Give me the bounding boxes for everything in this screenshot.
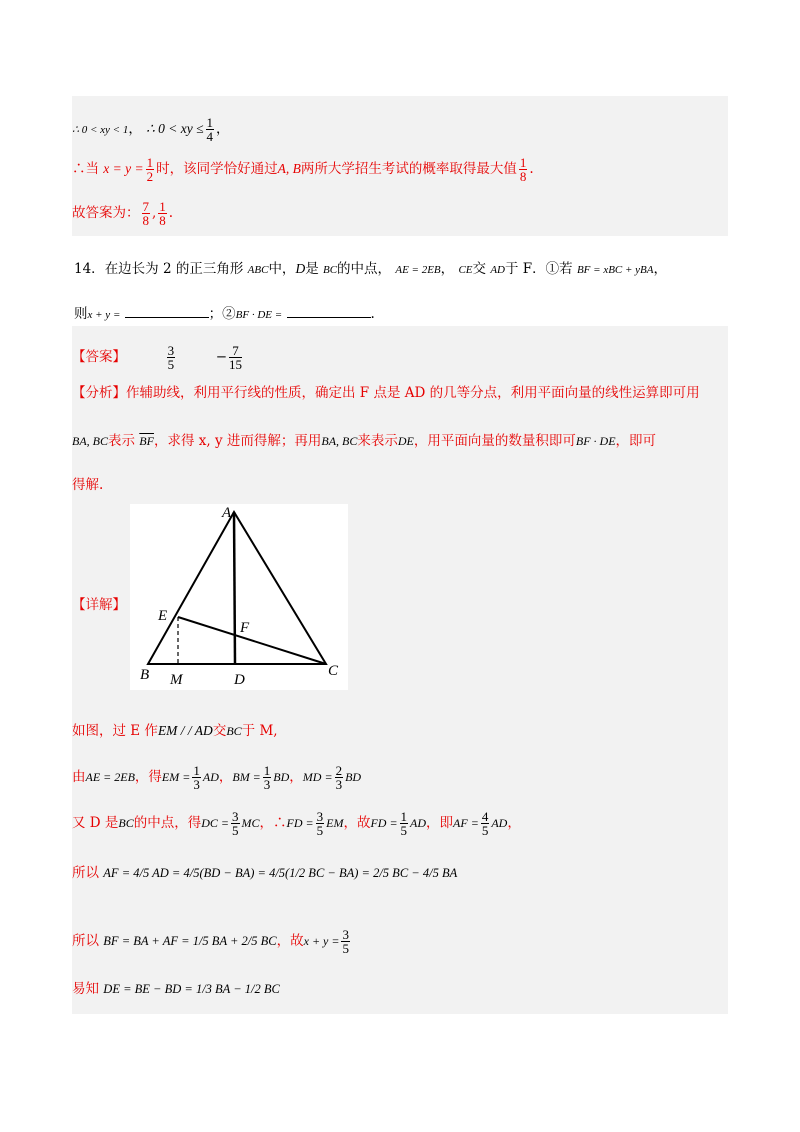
detail-step-6 [72,980,280,998]
s6-pre: 易知 [72,981,99,997]
q-semi: ；② [208,306,236,322]
analysis-ba-bc-2: BA, BC [321,434,358,448]
s2-ad: AD [202,770,219,784]
detail-step-4 [72,864,457,882]
analysis-t2: 表示 [108,433,135,449]
s1-em: EM / / AD [157,723,213,738]
analysis-text-1: 作辅助线，利用平行线的性质，确定出 F 点是 AD 的几等分点，利用平面向量的线性运算即可用 [126,385,700,401]
analysis-t3: ，求得 x, y 进而得解；再用 [153,433,322,449]
frac-seven-eighths: $\frac{7}{8}$ [142,199,149,228]
s3-f2: $\frac{3}{5}$ [316,809,324,838]
s2-f2: $\frac{1}{3}$ [263,763,271,792]
s4-eq: AF = 4/5 AD = 4/5(BD − BA) = 4/5(1/2 BC − BA) = 2/5 BC − 4/5 BA [103,866,458,880]
s3-dc: DC = [201,816,230,830]
ineq-a: ∴ 0 < xy < 1 [72,124,129,136]
frac-eighth: $\frac{1}{8}$ [519,155,527,184]
s3-fd: FD = [286,816,314,830]
s2-bm: BM = [232,770,261,784]
s5-eq: BF = BA + AF = 1/5 BA + 2/5 BC [103,934,277,948]
s1-mid: 交 [212,723,227,739]
blank-1[interactable] [125,317,209,318]
q-bf-eq: BF = xBC + yBA [576,264,654,276]
s3-f3: $\frac{1}{5}$ [400,809,408,838]
label-a: A [222,505,232,521]
question-line-1 [74,257,667,277]
q-dot: BF · DE = [235,309,283,321]
s3-end: ， [507,815,521,831]
q-text4: 的中点， [337,261,392,277]
q-bc: BC [322,264,338,276]
s1-post: 于 M, [241,723,278,739]
s3-af: AF = [453,816,479,830]
s4-pre: 所以 [72,865,99,881]
s2-bd2: BD [345,770,362,784]
triangle-svg [130,504,348,690]
s3-em: EM [326,816,344,830]
conclusion-end: . [529,161,534,177]
detail-label-row [72,596,126,614]
triangle-abc [148,512,326,664]
analysis-bf: $\overline{BF}$ [139,434,154,448]
analysis-t5: ，用平面向量的数量积即可 [413,433,576,449]
analysis-line-3 [72,476,103,494]
s3-t2: ，∴ [259,815,287,831]
frac-one-eighth: $\frac{1}{8}$ [159,199,166,228]
s1-bc: BC [226,724,242,738]
q-d: D [295,261,306,276]
answer-1: $\frac{3}{5}$ [167,343,175,372]
label-m: M [170,672,183,688]
q-ad: AD [490,264,505,276]
s2-md: MD = [302,770,333,784]
detail-step-5 [72,928,352,955]
median-ad [234,512,235,664]
frac-half: $\frac{1}{2}$ [146,155,154,184]
s3-mc: MC [241,816,260,830]
s5-frac: $\frac{3}{5}$ [342,927,349,956]
q-ae-eq: AE = 2EB [395,264,441,276]
conclusion-post: 两所大学招生考试的概率取得最大值 [300,161,517,177]
label-f: F [240,620,250,636]
s2-em: EM = [161,770,191,784]
solution-block-prev [72,96,728,236]
analysis-t6: ，即可 [615,433,657,449]
answer-sep: , [152,205,157,221]
s3-f4: $\frac{4}{5}$ [481,809,489,838]
frac-quarter: $\frac{1}{4}$ [206,115,213,144]
segment-ec [178,617,326,664]
s1-pre: 如图，过 E 作 [72,723,158,739]
s2-t1: ，得 [134,769,162,785]
answer-2-sign: − [215,349,227,365]
q-xy: x + y = [87,309,121,321]
analysis-line-1 [72,384,700,402]
q-text5: 交 [472,261,487,277]
s2-c1: ， [218,769,233,785]
q-comma2: ， [653,261,667,277]
q-then: 则 [74,306,88,322]
s2-pre: 由 [72,769,86,785]
q-period: . [370,306,375,322]
detail-step-1 [72,722,278,740]
ineq-end: ， [216,121,230,137]
analysis-line-2 [72,432,656,450]
s2-c2: ， [289,769,303,785]
analysis-bfde: BF · DE [575,434,616,448]
q-text2: 中， [268,261,296,277]
q-text1: 在边长为 2 的正三角形 [104,261,244,277]
s3-fd2: FD = [370,816,398,830]
label-b: B [140,667,150,683]
q-abc: ABC [247,264,269,276]
analysis-label: 【分析】 [72,385,126,401]
label-d: D [234,672,245,688]
detail-label: 【详解】 [72,597,126,613]
label-c: C [328,663,339,679]
ineq-comma: ， [128,121,142,137]
question-line-2 [74,302,375,322]
detail-step-2 [72,764,361,791]
s3-f1: $\frac{3}{5}$ [232,809,239,838]
s3-ad2: AD [491,816,508,830]
s2-f1: $\frac{1}{3}$ [193,763,200,792]
s5-xy: x + y = [303,934,340,948]
s3-t4: ，即 [426,815,454,831]
q-text3: 是 [305,261,319,277]
ab-label: A, B [277,161,301,176]
answer-prefix: 故答案为： [72,205,140,221]
analysis-text-3: 得解. [72,477,104,493]
triangle-figure [130,504,348,690]
q-text6: 于 F．①若 [504,261,573,277]
ineq-b: ∴ 0 < xy ≤ [146,121,204,136]
answer-label: 【答案】 [72,349,126,365]
s5-pre: 所以 [72,933,99,949]
analysis-t4: 来表示 [357,433,398,449]
s5-t: ，故 [276,933,304,949]
q-ce: CE [458,264,473,276]
answer-line-prev [72,200,173,227]
conclusion-mid: 时，该同学恰好通过 [156,161,278,177]
xy-eq: x = y = [103,161,144,176]
analysis-ba-bc: BA, BC [72,434,108,448]
s3-bc: BC [118,816,134,830]
detail-step-3 [72,810,521,837]
s3-pre: 又 D 是 [72,815,119,831]
s6-eq: DE = BE − BD = 1/3 BA − 1/2 BC [103,982,280,996]
ineq-line [72,116,230,143]
s2-bd: BD [273,770,290,784]
label-e: E [158,608,168,624]
therefore-when: ∴当 [72,161,99,177]
s2-ae: AE = 2EB [85,770,135,784]
blank-2[interactable] [287,317,371,318]
conclusion-line [72,156,534,183]
answer-end: . [168,205,174,221]
q-comma1: ， [440,261,455,277]
s3-t1: 的中点，得 [133,815,202,831]
answer-row [72,344,244,371]
analysis-de: DE [397,434,414,448]
s3-ad: AD [410,816,427,830]
s3-t3: ，故 [343,815,371,831]
question-number: 14． [74,261,105,277]
answer-2: $\frac{7}{15}$ [229,343,242,372]
s2-f3: $\frac{2}{3}$ [335,763,343,792]
